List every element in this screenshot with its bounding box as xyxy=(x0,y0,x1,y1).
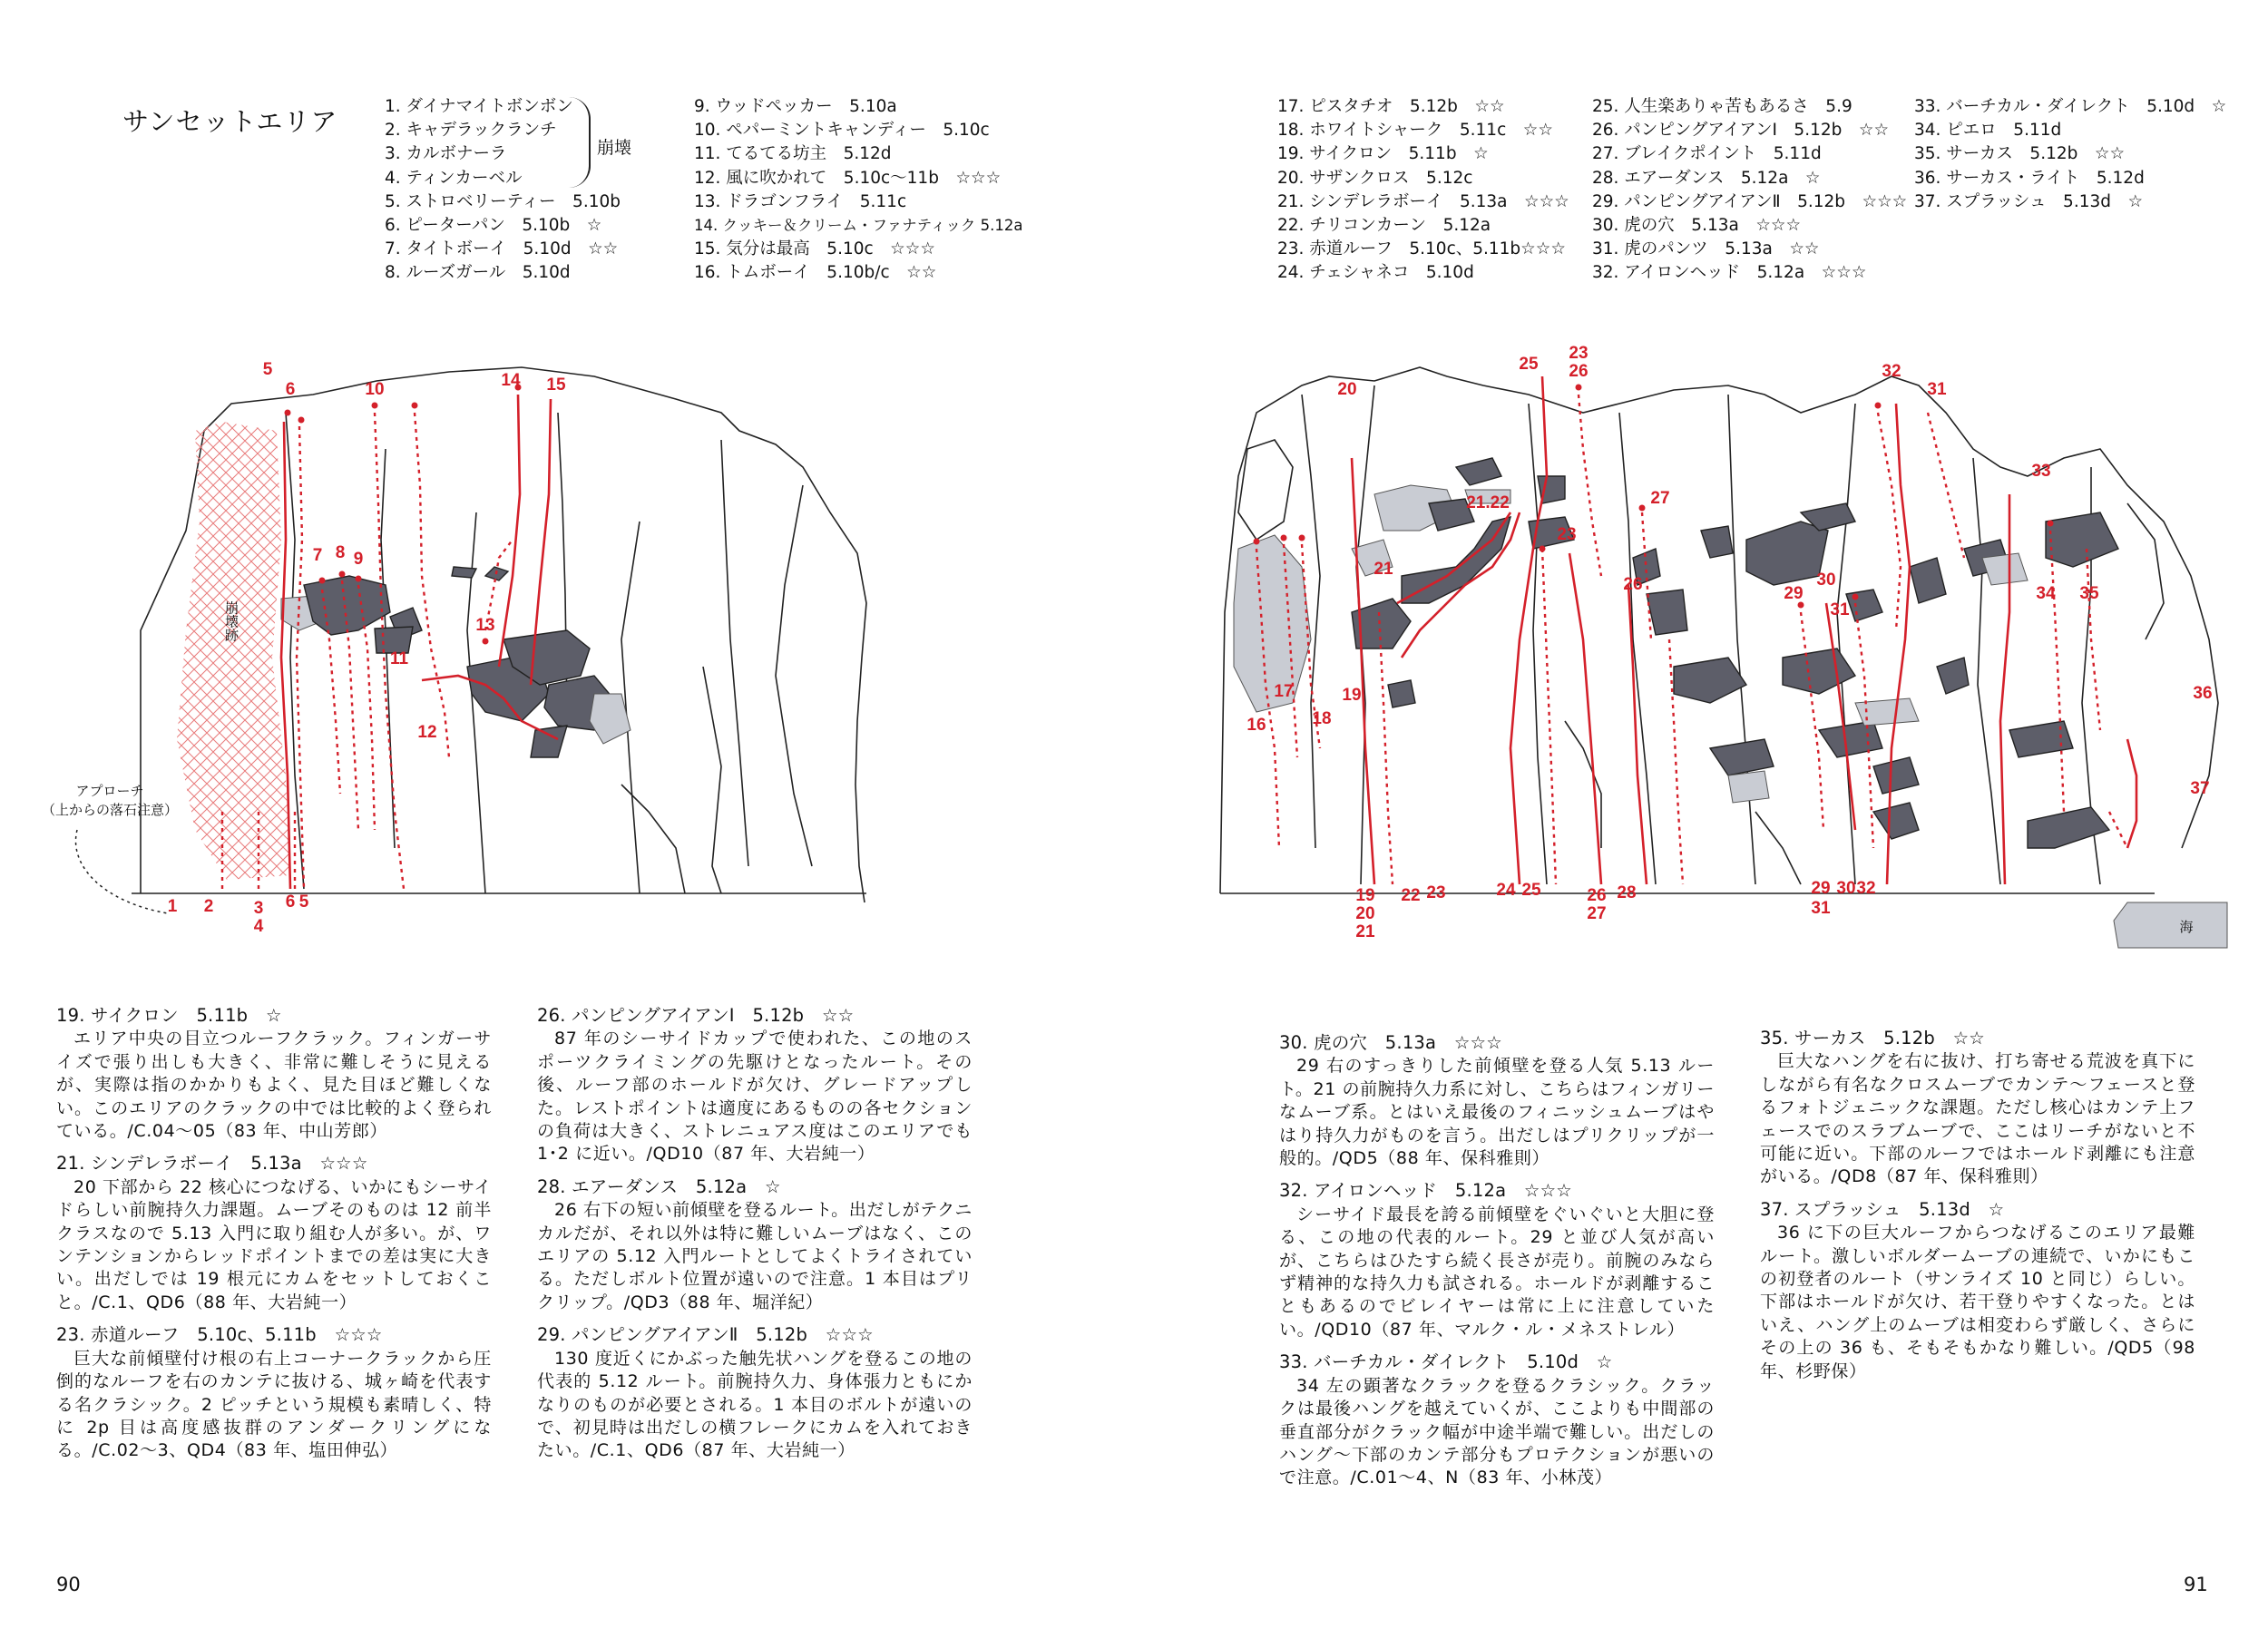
route-label: 37 xyxy=(2190,779,2210,798)
route-anchor xyxy=(483,639,489,645)
route-list-item: 3. カルボナーラ xyxy=(385,144,507,164)
route-description: シーサイド最長を誇る前傾壁をぐいぐいと大胆に登る、この地の代表的ルート。29 と並び人気が高いが、こちらはひたすら続く長さが売り。前腕のみならず精神的な持久力も試される。ホールドが剥離することもあるのでビレイヤーは常に上に注意していたい。/QD10（87 年、マルク・ル・メネストレル） xyxy=(1279,1204,1715,1340)
route-label: 28 xyxy=(1617,883,1637,902)
page-number: 91 xyxy=(2184,1574,2208,1595)
route-list-item: 17. ピスタチオ 5.12b ☆☆ xyxy=(1277,97,1505,116)
route-label: 5 xyxy=(262,360,273,379)
route-anchor xyxy=(2048,521,2054,527)
route-label: 27 xyxy=(1650,489,1670,508)
route-label: 20 xyxy=(1337,380,1357,399)
route-heading: 32. アイロンヘッド 5.12a ☆☆☆ xyxy=(1279,1180,1572,1202)
route-anchor xyxy=(298,417,305,424)
route-label: 14 xyxy=(501,371,521,390)
route-label: 20 xyxy=(1355,904,1375,923)
route-list-right-col1 xyxy=(1277,95,1569,286)
route-anchor xyxy=(1281,535,1287,541)
route-list-item: 7. タイトボーイ 5.10d ☆☆ xyxy=(385,239,619,259)
route-list-item: 16. トムボーイ 5.10b/c ☆☆ xyxy=(694,263,937,283)
route-list-item: 26. パンピングアイアンⅠ 5.12b ☆☆ xyxy=(1592,121,1890,141)
route-heading: 30. 虎の穴 5.13a ☆☆☆ xyxy=(1279,1032,1502,1053)
rock-features xyxy=(1234,458,2118,848)
route-anchor xyxy=(412,403,418,409)
route-list-item: 11. てるてる坊主 5.12d xyxy=(694,144,892,164)
route-label: 29 xyxy=(1811,879,1831,898)
route-label: 29 xyxy=(1784,584,1804,603)
route-label: 31 xyxy=(1927,380,1947,399)
approach-note: （上からの落石注意） xyxy=(41,802,179,818)
area-title: サンセットエリア xyxy=(122,106,338,137)
route-label: 26 xyxy=(1587,886,1607,905)
route-anchor xyxy=(1576,385,1582,391)
route-label: 6 xyxy=(285,380,296,399)
route-list-item: 19. サイクロン 5.11b ☆ xyxy=(1277,144,1489,164)
route-label: 15 xyxy=(546,375,566,395)
route-list-item: 33. バーチカル・ダイレクト 5.10d ☆ xyxy=(1914,97,2227,116)
route-list-item: 1. ダイナマイトボンボン xyxy=(385,97,573,116)
route-label: 30 xyxy=(1836,879,1856,898)
route-list-item: 6. ピーターパン 5.10b ☆ xyxy=(385,216,602,236)
route-anchor xyxy=(285,410,291,416)
sea-zone xyxy=(2114,902,2227,948)
route-label: 34 xyxy=(2036,584,2056,603)
route-list-right-col2 xyxy=(1592,95,1907,286)
route-list-item: 12. 風に吹かれて 5.10c～11b ☆☆☆ xyxy=(694,168,1002,188)
route-list-item: 29. パンピングアイアンⅡ 5.12b ☆☆☆ xyxy=(1592,191,1908,211)
route-list-item: 37. スプラッシュ 5.13d ☆ xyxy=(1914,191,2144,211)
route-heading: 19. サイクロン 5.11b ☆ xyxy=(56,1005,282,1026)
route-list-item: 9. ウッドペッカー 5.10a xyxy=(694,97,897,116)
route-list-item: 27. ブレイクポイント 5.11d xyxy=(1592,144,1822,164)
route-heading: 29. パンピングアイアンⅡ 5.12b ☆☆☆ xyxy=(537,1324,874,1346)
route-list-item: 15. 気分は最高 5.10c ☆☆☆ xyxy=(694,239,935,259)
route-label: 27 xyxy=(1587,904,1607,923)
route-list-item: 18. ホワイトシャーク 5.11c ☆☆ xyxy=(1277,121,1553,141)
route-label: 31 xyxy=(1811,899,1831,918)
route-list-item: 4. ティンカーベル xyxy=(385,168,523,188)
route-heading: 33. バーチカル・ダイレクト 5.10d ☆ xyxy=(1279,1351,1613,1373)
route-description: 巨大なハングを右に抜け、打ち寄せる荒波を真下にしながら有名なクロスムーブでカンテ～フェースと登るフォトジェニックな課題。ただし核心はカンテ上フェースでのスラブムーブで、ここはリーチがないと不可能に近い。下部のルーフではホールド剥離にも注意がいる。/QD8（87 年、保科雅則） xyxy=(1760,1051,2195,1187)
route-description: 20 下部から 22 核心につなげる、いかにもシーサイドらしい前腕持久力課題。ムーブそのものは 12 前半クラスなので 5.13 入門に取り組む人が多い。が、ワンテンションからレッドポイントまでの差は実に大きい。出だしでは 19 根元にカムをセットしておくこと。/C.1、QD6（88 年、大岩純一） xyxy=(56,1176,492,1312)
route-list-item: 23. 赤道ルーフ 5.10c、5.11b☆☆☆ xyxy=(1277,239,1566,259)
route-label: 26 xyxy=(1623,575,1643,594)
route-label: 22 xyxy=(1401,886,1421,905)
route-list-item: 36. サーカス・ライト 5.12d xyxy=(1914,168,2145,188)
route-list-item: 8. ルーズガール 5.10d xyxy=(385,263,571,283)
route-list-item: 28. エアーダンス 5.12a ☆ xyxy=(1592,168,1821,188)
topo-diagram-left xyxy=(41,358,1048,957)
sea-label: 海 xyxy=(2179,919,2194,935)
route-heading: 37. スプラッシュ 5.13d ☆ xyxy=(1760,1198,2005,1220)
route-description: 26 右下の短い前傾壁を登るルート。出だしがテクニカルだが、それ以外は特に難しいムーブはなく、このエリアの 5.12 入門ルートとしてよくトライされている。ただしボルト位置が遠いので注意。1 本目はプリクリップ。/QD3（88 年、堀洋紀） xyxy=(537,1200,973,1312)
route-list-item: 30. 虎の穴 5.13a ☆☆☆ xyxy=(1592,216,1802,236)
route-label: 3 xyxy=(253,899,264,918)
route-label: 19 xyxy=(1355,886,1375,905)
route-list-left-col2 xyxy=(694,95,1022,286)
route-list-item: 10. ペパーミントキャンディー 5.10c xyxy=(694,121,990,141)
route-list-item: 14. クッキー＆クリーム・ファナティック 5.12a xyxy=(694,217,1023,235)
route-label: 1 xyxy=(167,897,178,916)
route-list-item: 34. ピエロ 5.11d xyxy=(1914,121,2062,141)
route-label: 21.22 xyxy=(1466,493,1510,512)
route-label: 13 xyxy=(475,616,495,635)
description-column-3 xyxy=(1279,1031,1715,1499)
description-column-2 xyxy=(537,1004,973,1472)
route-list-item: 22. チリコンカーン 5.12a xyxy=(1277,216,1491,236)
route-description: 130 度近くにかぶった触先状ハングを登るこの地の代表的 5.12 ルート。前腕持久力、身体張力ともにかなりのものが必要とされる。1 本目のボルトが遠いので、初見時は出だしの横フレークにカムを入れておきたい。/C.1、QD6（87 年、大岩純一） xyxy=(537,1348,973,1461)
route-heading: 26. パンピングアイアンⅠ 5.12b ☆☆ xyxy=(537,1005,855,1026)
route-list-item: 35. サーカス 5.12b ☆☆ xyxy=(1914,144,2126,164)
route-label: 10 xyxy=(365,380,385,399)
route-list-item: 32. アイロンヘッド 5.12a ☆☆☆ xyxy=(1592,263,1867,283)
route-heading: 28. エアーダンス 5.12a ☆ xyxy=(537,1175,781,1197)
route-label: 32 xyxy=(1882,362,1901,381)
route-label: 33 xyxy=(2031,462,2051,481)
route-list-item: 25. 人生楽ありゃ苦もあるさ 5.9 xyxy=(1592,97,1853,116)
collapse-zone-label: 崩壊跡 xyxy=(223,600,240,642)
collapse-bracket xyxy=(569,97,591,188)
route-label: 32 xyxy=(1856,879,1876,898)
route-anchor xyxy=(1853,594,1859,600)
route-description: 34 左の顕著なクラックを登るクラシック。クラックは最後ハングを越えていくが、ここよりも中間部の垂直部分がクラック幅が中途半端で難しい。出だしのハング～下部のカンテ部分もプロテクションが悪いので注意。/C.01～4、N（83 年、小林茂） xyxy=(1279,1375,1715,1488)
route-list-item: 2. キャデラックランチ xyxy=(385,121,557,141)
route-anchor xyxy=(1875,403,1882,409)
route-heading: 35. サーカス 5.12b ☆☆ xyxy=(1760,1028,1985,1048)
topo-diagram-right xyxy=(1220,340,2236,957)
route-list-item: 5. ストロベリーティー 5.10b xyxy=(385,191,621,211)
route-label: 19 xyxy=(1342,686,1362,705)
approach-arrow xyxy=(75,830,168,913)
route-description: 87 年のシーサイドカップで使われた、この地のスポーツクライミングの先駆けとなったルート。その後、ルーフ部のホールドが欠け、グレードアップした。レストポイントは適度にあるものの各セクションの負荷は大きく、ストレニュアス度はこのエリアでも 1･2 に近い。/QD10（87 年、大岩純一） xyxy=(537,1029,973,1165)
route-label: 11 xyxy=(389,649,409,668)
rock-features xyxy=(281,567,631,757)
route-label: 17 xyxy=(1274,682,1294,701)
route-list-item: 31. 虎のパンツ 5.13a ☆☆ xyxy=(1592,239,1820,259)
route-label: 36 xyxy=(2193,684,2213,703)
route-anchor xyxy=(1540,546,1546,552)
route-anchor xyxy=(339,571,346,578)
route-heading: 21. シンデレラボーイ 5.13a ☆☆☆ xyxy=(56,1153,368,1175)
route-anchor xyxy=(1254,539,1260,545)
route-list-item: 20. サザンクロス 5.12c xyxy=(1277,168,1473,188)
route-label: 24 xyxy=(1496,881,1516,900)
right-page xyxy=(1134,0,2268,1648)
description-column-1 xyxy=(56,1004,492,1472)
route-label: 23 xyxy=(1426,883,1446,902)
route-label: 31 xyxy=(1830,600,1850,619)
route-description: エリア中央の目立つルーフクラック。フィンガーサイズで張り出しも大きく、非常に難しそうに見えるが、実際は指のかかりもよく、見た目ほど難しくない。このエリアのクラックの中では比較的よく登られている。/C.04～05（83 年、中山芳郎） xyxy=(56,1029,492,1142)
route-list-item: 24. チェシャネコ 5.10d xyxy=(1277,263,1474,283)
route-label: 9 xyxy=(353,550,364,569)
route-label: 25 xyxy=(1521,881,1541,900)
route-label: 4 xyxy=(253,917,264,936)
approach-label: アプローチ xyxy=(75,783,144,799)
route-label: 2 xyxy=(203,897,214,916)
route-label: 5 xyxy=(298,892,309,912)
collapse-label: 崩壊 xyxy=(597,138,632,158)
route-label: 23 xyxy=(1557,525,1577,544)
route-list-right-col3 xyxy=(1914,95,2226,214)
route-label: 21 xyxy=(1355,922,1375,941)
route-anchor xyxy=(356,576,362,582)
route-label: 23 xyxy=(1569,344,1589,363)
route-anchor xyxy=(1639,505,1646,512)
route-list-item: 21. シンデレラボーイ 5.13a ☆☆☆ xyxy=(1277,191,1569,211)
route-label: 25 xyxy=(1519,355,1539,374)
route-anchor xyxy=(1299,535,1305,541)
route-anchor xyxy=(319,578,326,584)
route-label: 12 xyxy=(417,723,437,742)
route-label: 21 xyxy=(1374,560,1393,579)
route-anchor xyxy=(372,403,378,409)
route-label: 6 xyxy=(285,892,296,912)
route-description: 29 右のすっきりした前傾壁を登る人気 5.13 ルート。21 の前腕持久力系に対し、こちらはフィンガリーなムーブ系。とはいえ最後のフィニッシュムーブはやはり持久力がものを言う。出だしはプリクリップが一般的。/QD5（88 年、保科雅則） xyxy=(1279,1056,1715,1169)
route-list-item: 13. ドラゴンフライ 5.11c xyxy=(694,191,907,211)
route-label: 16 xyxy=(1246,716,1266,735)
route-label: 30 xyxy=(1816,570,1836,590)
route-description: 36 に下の巨大ルーフからつなげるこのエリア最難ルート。激しいボルダームーブの連続で、いかにもこの初登者のルート（サンライズ 10 と同じ）らしい。下部はホールドが欠け、若干登りやすくなった。とはいえ、ハング上のムーブは相変わらず厳しく、さらにその上の 36 も、そもそもかなり難しい。/QD5（98 年、杉野保） xyxy=(1760,1223,2195,1381)
route-label: 8 xyxy=(335,543,346,562)
route-label: 35 xyxy=(2079,584,2099,603)
route-description: 巨大な前傾壁付け根の右上コーナークラックから圧倒的なルーフを右のカンテに抜ける、城ヶ崎を代表する名クラシック。2 ピッチという規模も素晴しく、特に 2p 目は高度感抜群のアンダークリングになる。/C.02～3、QD4（83 年、塩田伸弘） xyxy=(56,1348,492,1461)
route-heading: 23. 赤道ルーフ 5.10c、5.11b ☆☆☆ xyxy=(56,1324,383,1346)
description-column-4 xyxy=(1760,1027,2195,1392)
route-label: 18 xyxy=(1312,709,1332,728)
route-label: 7 xyxy=(312,546,323,565)
route-label: 26 xyxy=(1569,362,1589,381)
page-number: 90 xyxy=(56,1574,81,1595)
